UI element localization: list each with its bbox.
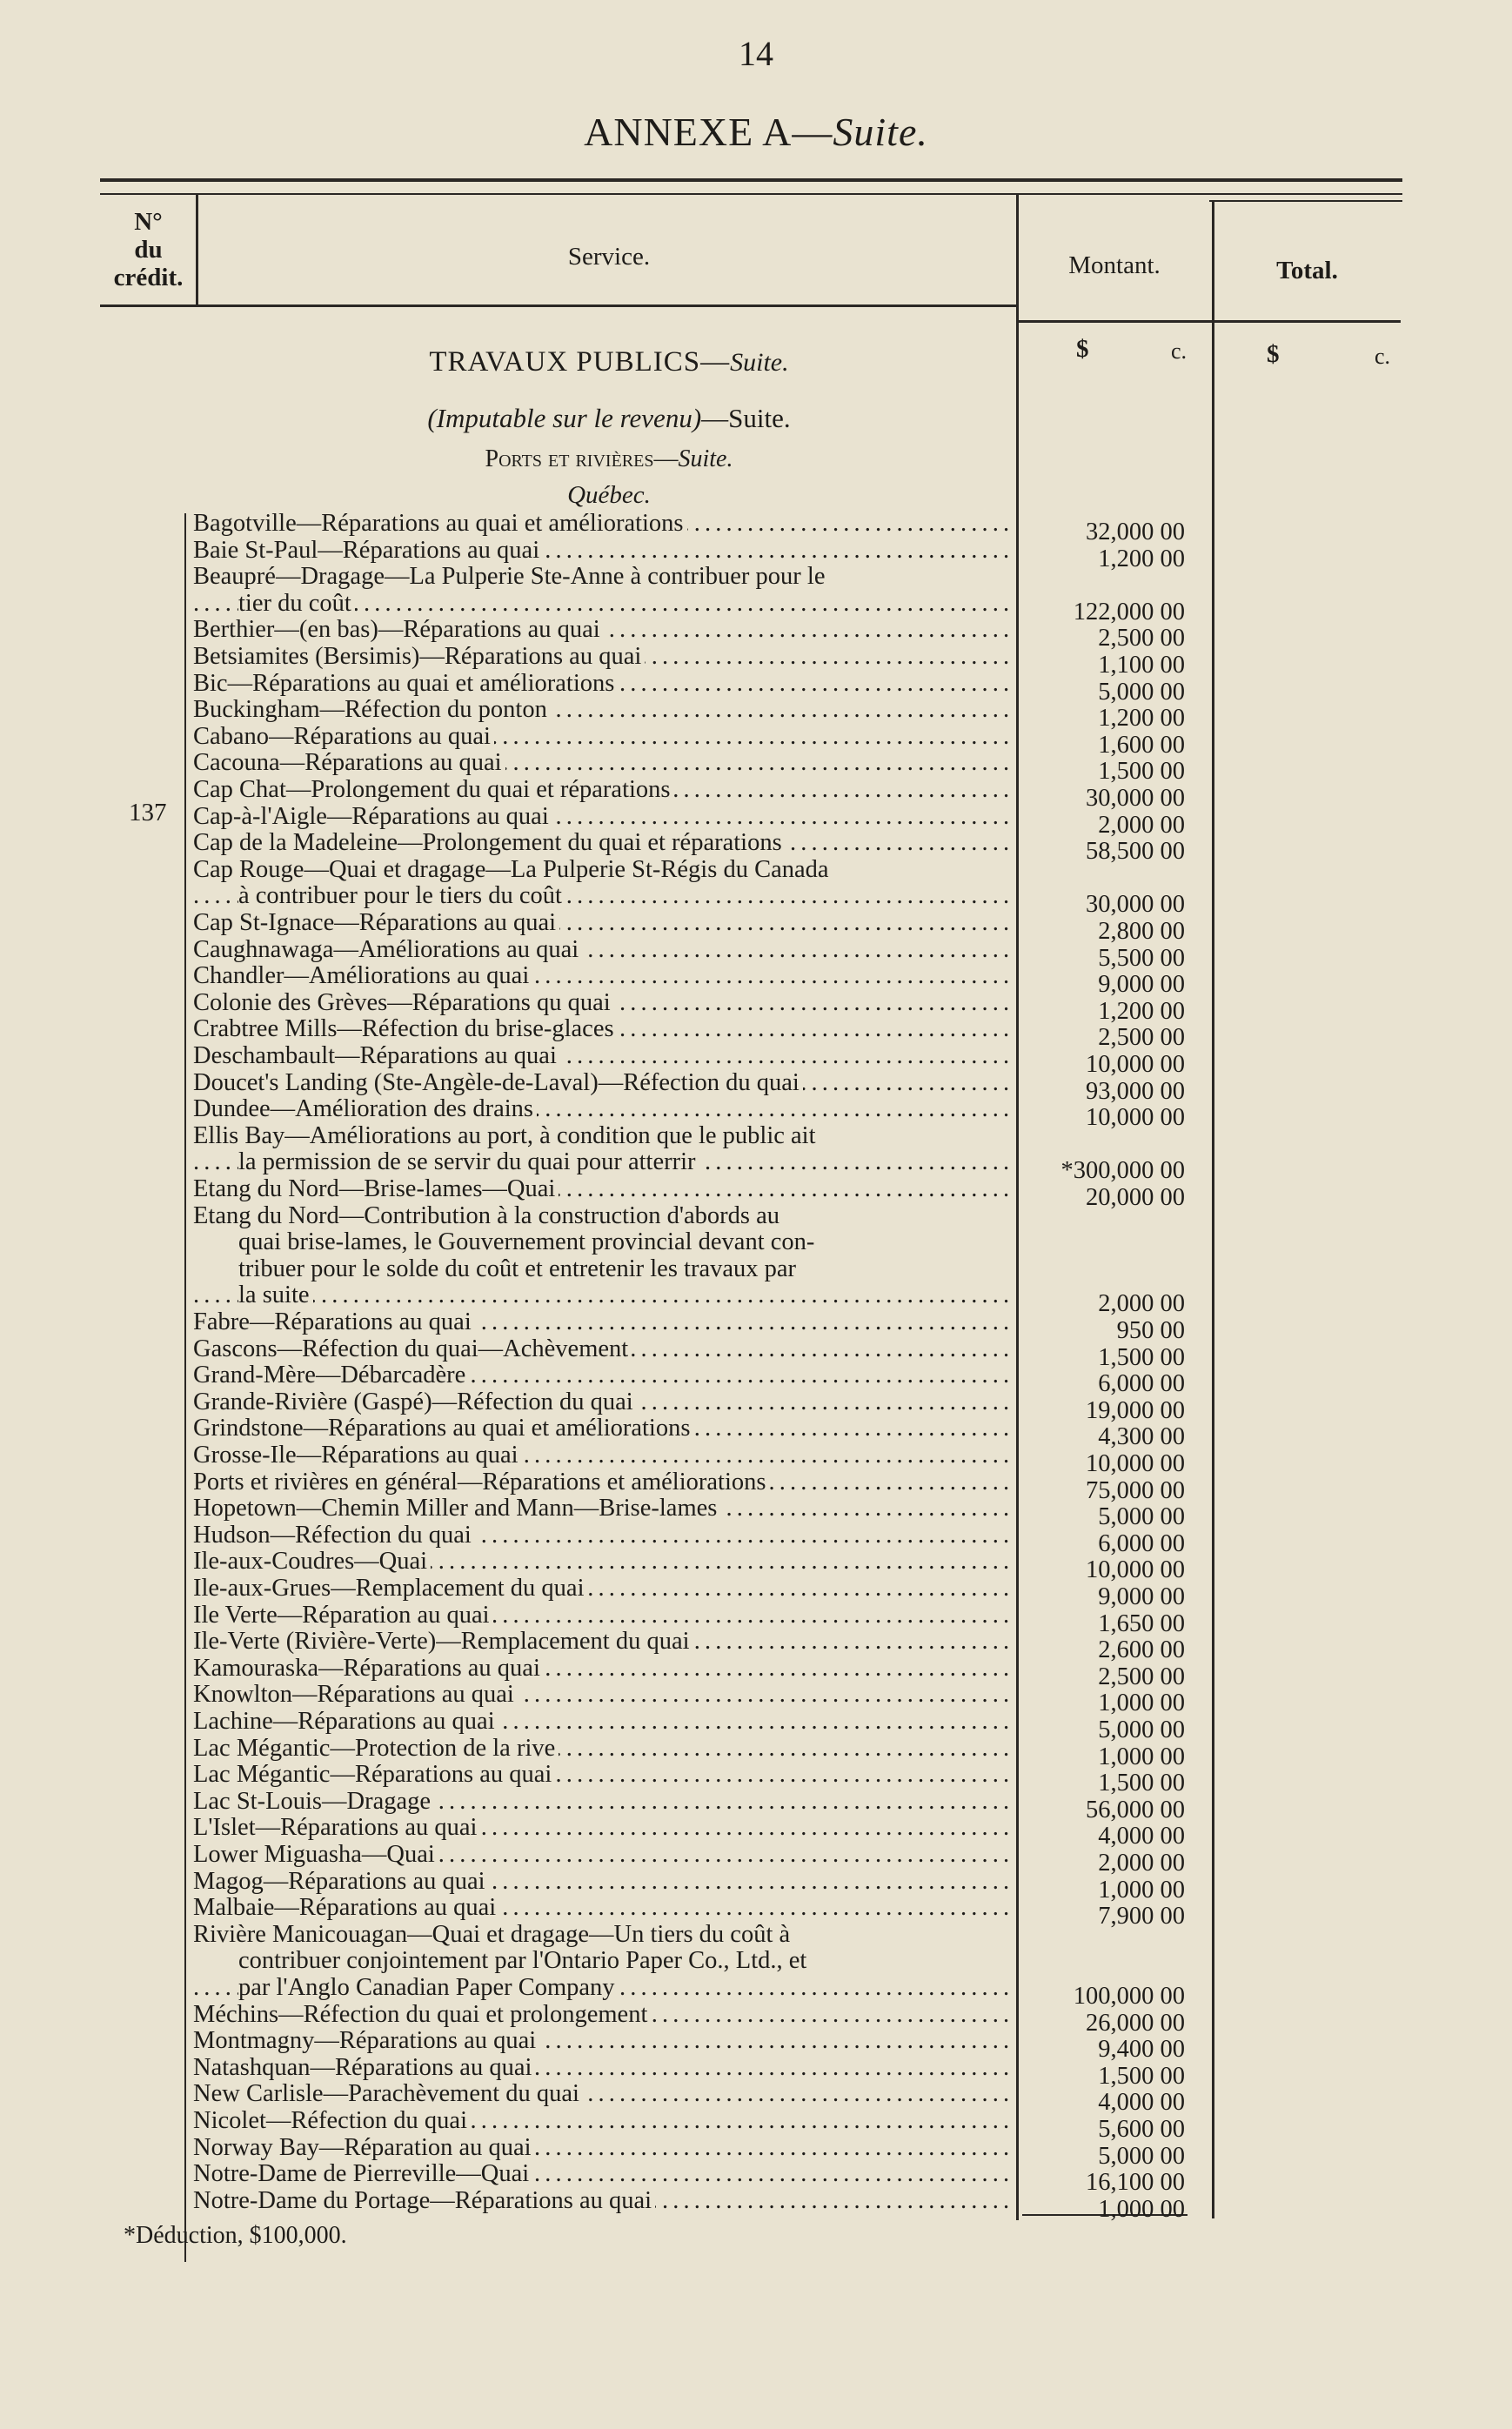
service-description: Chandler—Améliorations au quai (193, 962, 532, 990)
amount: 9,400 00 (1098, 2036, 1185, 2064)
top-rule-1 (100, 178, 1402, 182)
service-description: Montmagny—Réparations au quai (193, 2027, 539, 2055)
service-description: Grande-Rivière (Gaspé)—Réfection du quai (193, 1388, 637, 1416)
top-rule-3 (1209, 200, 1402, 202)
service-description: Doucet's Landing (Ste-Angèle-de-Laval)—Réfection du quai (193, 1069, 803, 1097)
amount: 950 00 (1116, 1317, 1185, 1344)
amount: 1,000 00 (1098, 1690, 1185, 1717)
amount: 5,600 00 (1098, 2116, 1185, 2143)
amount: 5,500 00 (1098, 944, 1185, 972)
service-description: Notre-Dame de Pierreville—Quai (193, 2160, 532, 2188)
amount: 10,000 00 (1086, 1104, 1185, 1132)
credit-header-no: N° (134, 208, 163, 236)
montant-cents-label: c. (1171, 338, 1188, 364)
service-description: Magog—Réparations au quai (193, 1868, 489, 1896)
amount: 93,000 00 (1086, 1077, 1185, 1105)
service-description: Colonie des Grèves—Réparations qu quai (193, 989, 614, 1017)
amount: 75,000 00 (1086, 1476, 1185, 1504)
imputable-text: (Imputable sur le revenu) (427, 403, 702, 433)
service-description: Natashquan—Réparations au quai (193, 2054, 535, 2082)
amount: 1,500 00 (1098, 2062, 1185, 2090)
service-description: Hudson—Réfection du quai (193, 1522, 475, 1549)
top-rule-2 (100, 193, 1402, 195)
service-description: Nicolet—Réfection du quai (193, 2107, 471, 2135)
service-description: Lachine—Réparations au quai (193, 1708, 498, 1736)
amount: 2,600 00 (1098, 1636, 1185, 1664)
page-number: 14 (739, 34, 773, 73)
service-description-continued: tribuer pour le solde du coût et entretenir les travaux par (238, 1255, 799, 1283)
amount: 1,200 00 (1098, 545, 1185, 572)
service-description: Etang du Nord—Contribution à la construction d'abords au (193, 1202, 783, 1230)
imputable-heading (200, 403, 1018, 434)
service-description: Lac St-Louis—Dragage (193, 1788, 434, 1816)
header-bottom-rule (100, 304, 1018, 307)
amount: 4,000 00 (1098, 2089, 1185, 2117)
service-description: Cabano—Réparations au quai (193, 723, 494, 751)
service-description: Ellis Bay—Améliorations au port, à condition que le public ait (193, 1122, 820, 1150)
amount: 9,000 00 (1098, 1583, 1185, 1610)
service-description: Berthier—(en bas)—Réparations au quai (193, 616, 604, 644)
service-description: Cap de la Madeleine—Prolongement du quai et réparations (193, 829, 786, 857)
amount: 2,000 00 (1098, 1290, 1185, 1318)
service-description: Dundee—Amélioration des drains (193, 1095, 537, 1123)
amount: 19,000 00 (1086, 1396, 1185, 1424)
total-dollar-sign: $ (1267, 340, 1280, 368)
amount: 6,000 00 (1098, 1370, 1185, 1398)
footnote: *Déduction, $100,000. (124, 2222, 347, 2249)
service-header: Service. (567, 243, 651, 271)
imputable-suite: —Suite. (701, 403, 791, 433)
montant-header: Montant. (1068, 251, 1161, 279)
amount: 10,000 00 (1086, 1051, 1185, 1078)
amount: 1,000 00 (1098, 1876, 1185, 1904)
service-description: Grosse-Ile—Réparations au quai (193, 1442, 522, 1469)
annex-title-main: ANNEXE A— (584, 110, 833, 154)
amount: 9,000 00 (1098, 971, 1185, 999)
ports-text: Ports et rivières— (485, 445, 679, 472)
amount: 1,500 00 (1098, 1770, 1185, 1797)
amount: 16,100 00 (1086, 2169, 1185, 2197)
service-description: Bagotville—Réparations au quai et améliorations (193, 510, 687, 538)
amount: 2,000 00 (1098, 1850, 1185, 1877)
total-header: Total. (1276, 257, 1338, 284)
amount: 1,200 00 (1098, 997, 1185, 1025)
service-description: L'Islet—Réparations au quai (193, 1814, 480, 1842)
service-description: Notre-Dame du Portage—Réparations au quai (193, 2187, 655, 2215)
credit-header-du: du (134, 235, 163, 264)
montant-dollar-sign: $ (1076, 335, 1089, 363)
amount: 2,500 00 (1098, 625, 1185, 652)
service-description: Malbaie—Réparations au quai (193, 1894, 499, 1922)
total-cents-label: c. (1375, 344, 1391, 369)
amount: 10,000 00 (1086, 1556, 1185, 1584)
amount: 5,000 00 (1098, 678, 1185, 706)
amount: 20,000 00 (1086, 1184, 1185, 1211)
service-description-continued: la permission de se servir du quai pour atterrir (238, 1148, 699, 1176)
section-title-main: TRAVAUX PUBLICS— (429, 346, 731, 378)
service-description: Norway Bay—Réparation au quai (193, 2134, 535, 2162)
amount: 32,000 00 (1086, 519, 1185, 545)
service-description: Ile Verte—Réparation au quai (193, 1602, 493, 1629)
amount: 2,000 00 (1098, 811, 1185, 839)
amount: 7,900 00 (1098, 1903, 1185, 1930)
amount: 100,000 00 (1073, 1983, 1185, 2010)
annex-title (0, 109, 1512, 155)
service-description: Ile-Verte (Rivière-Verte)—Remplacement du quai (193, 1628, 693, 1656)
amount: 4,000 00 (1098, 1823, 1185, 1850)
service-description-continued: contribuer conjointement par l'Ontario Paper Co., Ltd., et (238, 1947, 810, 1975)
service-description: Etang du Nord—Brise-lames—Quai (193, 1175, 559, 1203)
amount: 1,600 00 (1098, 731, 1185, 759)
service-description-continued: tier du coût (238, 590, 355, 618)
amount: 26,000 00 (1086, 2009, 1185, 2037)
service-description: Bic—Réparations au quai et améliorations (193, 670, 618, 698)
service-description-continued: la suite (238, 1281, 313, 1309)
amount: 1,000 00 (1098, 2195, 1185, 2223)
service-description: Lower Miguasha—Quai (193, 1841, 438, 1869)
annex-title-suite: Suite. (833, 110, 928, 154)
service-description: Betsiamites (Bersimis)—Réparations au quai (193, 643, 645, 671)
amount: 122,000 00 (1073, 598, 1185, 626)
service-description: Beaupré—Dragage—La Pulperie Ste-Anne à contribuer pour le (193, 563, 828, 591)
header-bottom-rule-right (1018, 320, 1401, 323)
service-description: Cap Chat—Prolongement du quai et réparations (193, 776, 674, 804)
service-description: Cap Rouge—Quai et dragage—La Pulperie St-Régis du Canada (193, 856, 833, 884)
amount: *300,000 00 (1060, 1157, 1185, 1185)
service-description: Deschambault—Réparations au quai (193, 1042, 560, 1070)
service-description: Baie St-Paul—Réparations au quai (193, 537, 543, 565)
amount: 4,300 00 (1098, 1423, 1185, 1451)
service-description: Gascons—Réfection du quai—Achèvement (193, 1335, 632, 1363)
credit-header (103, 209, 194, 292)
service-description: Cap St-Ignace—Réparations au quai (193, 909, 559, 937)
province-heading: Québec. (567, 481, 651, 509)
amount: 1,100 00 (1098, 652, 1185, 679)
amount: 6,000 00 (1098, 1529, 1185, 1557)
amount: 5,000 00 (1098, 2142, 1185, 2170)
amount: 2,800 00 (1098, 918, 1185, 945)
service-description: Ile-aux-Grues—Remplacement du quai (193, 1575, 588, 1603)
service-description: Grindstone—Réparations au quai et améliorations (193, 1415, 693, 1442)
amount: 5,000 00 (1098, 1503, 1185, 1531)
service-description: Kamouraska—Réparations au quai (193, 1655, 544, 1683)
amount: 5,000 00 (1098, 1716, 1185, 1743)
service-description: Fabre—Réparations au quai (193, 1308, 475, 1336)
amount: 2,500 00 (1098, 1663, 1185, 1690)
service-description: Crabtree Mills—Réfection du brise-glaces (193, 1015, 618, 1043)
service-description: Buckingham—Réfection du ponton (193, 696, 551, 724)
service-description: Lac Mégantic—Réparations au quai (193, 1761, 555, 1789)
service-description: Ports et rivières en général—Réparations et améliorations (193, 1469, 769, 1496)
service-description-continued: par l'Anglo Canadian Paper Company (238, 1974, 619, 2002)
amount: 1,000 00 (1098, 1743, 1185, 1770)
service-description: Ile-aux-Coudres—Quai (193, 1548, 431, 1576)
service-description: Knowlton—Réparations au quai (193, 1681, 518, 1709)
service-description: Rivière Manicouagan—Quai et dragage—Un tiers du coût à (193, 1921, 793, 1949)
amount: 1,500 00 (1098, 1343, 1185, 1371)
service-description: Lac Mégantic—Protection de la rive (193, 1735, 559, 1763)
service-description: Cacouna—Réparations au quai (193, 749, 505, 777)
amount: 10,000 00 (1086, 1450, 1185, 1477)
service-description-continued: à contribuer pour le tiers du coût (238, 882, 565, 910)
service-description: Hopetown—Chemin Miller and Mann—Brise-lames (193, 1495, 720, 1522)
amount: 30,000 00 (1086, 785, 1185, 812)
service-description: Méchins—Réfection du quai et prolongement (193, 2001, 651, 2029)
amount: 1,500 00 (1098, 758, 1185, 786)
service-description: Grand-Mère—Débarcadère (193, 1362, 469, 1389)
section-title-suite: Suite. (730, 348, 789, 377)
amount: 58,500 00 (1086, 838, 1185, 866)
amount: 1,650 00 (1098, 1609, 1185, 1637)
ports-suite: Suite. (678, 445, 733, 472)
amount: 30,000 00 (1086, 891, 1185, 919)
section-title (200, 346, 1018, 378)
ports-heading (200, 445, 1018, 473)
amount: 2,500 00 (1098, 1024, 1185, 1052)
amount: 1,200 00 (1098, 705, 1185, 733)
amount: 56,000 00 (1086, 1796, 1185, 1823)
col-divider-3 (1212, 200, 1214, 2218)
service-description-continued: quai brise-lames, le Gouvernement provincial devant con- (238, 1228, 818, 1256)
col-divider-1 (196, 193, 198, 306)
service-description: New Carlisle—Parachèvement du quai (193, 2080, 583, 2108)
service-description: Caughnawaga—Améliorations au quai (193, 936, 582, 964)
service-description: Cap-à-l'Aigle—Réparations au quai (193, 803, 552, 831)
credit-number: 137 (129, 799, 167, 826)
credit-header-credit: crédit. (113, 263, 184, 291)
